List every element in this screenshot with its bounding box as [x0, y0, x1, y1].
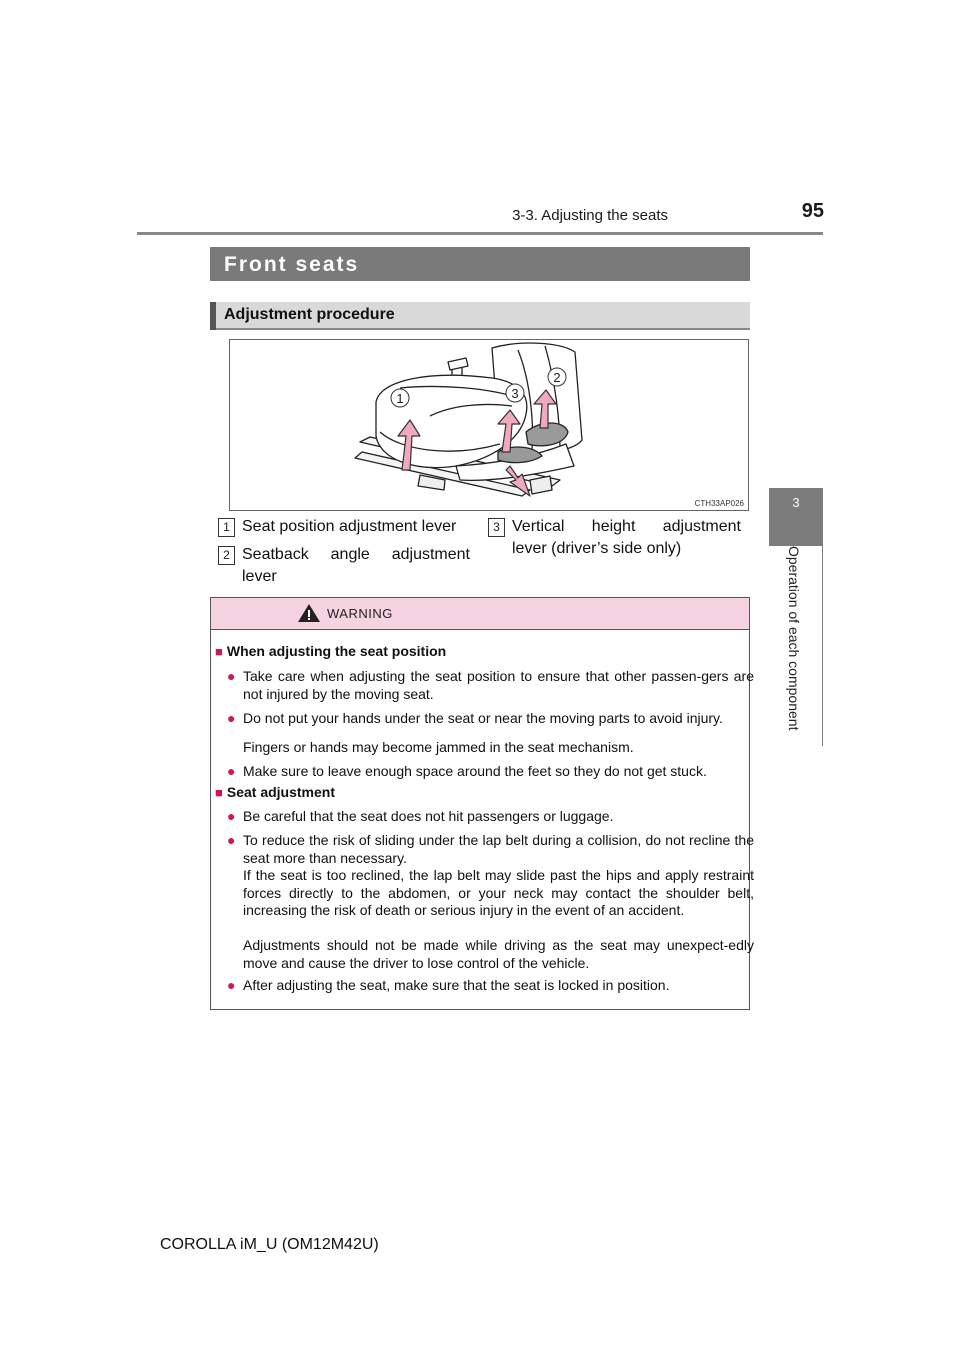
square-bullet-icon: ■	[215, 644, 223, 659]
legend-text-2-line1: Seatback angle adjustment	[242, 546, 470, 563]
page-title-bar	[210, 247, 750, 281]
callout-1: 1	[396, 391, 404, 406]
warning-box	[210, 597, 754, 1010]
round-bullet-icon: ●	[227, 710, 236, 726]
square-bullet-icon: ■	[215, 785, 223, 800]
footer-model: COROLLA iM_U (OM12M42U)	[160, 1236, 379, 1253]
warning-item-text: To reduce the risk of sliding under the lap belt during a collision, do not recline the seat more than necessary.	[243, 832, 754, 866]
legend-number-1: 1	[218, 518, 235, 537]
legend-number-3: 3	[488, 518, 505, 537]
page-title: Front seats	[224, 253, 360, 276]
warning-item-text: Adjustments should not be made while driving as the seat may unexpect-edly move and cause the driver to lose control of the vehicle.	[243, 937, 754, 971]
round-bullet-icon: ●	[227, 668, 236, 684]
callout-2: 2	[553, 370, 561, 385]
warning-item-continuation	[243, 739, 754, 757]
round-bullet-icon: ●	[227, 763, 236, 779]
chapter-tab-rule	[822, 546, 823, 746]
warning-section-2-heading-text: Seat adjustment	[226, 784, 335, 800]
header-rule	[137, 232, 823, 235]
warning-item	[227, 832, 754, 867]
legend-text-1: Seat position adjustment lever	[242, 518, 457, 535]
warning-item-text: Do not put your hands under the seat or near the moving parts to avoid injury.	[243, 710, 723, 726]
figure-code: CTH33AP026	[694, 499, 744, 508]
legend-text-3-line1: Vertical height adjustment	[512, 518, 741, 535]
subtitle-marker	[210, 302, 216, 330]
warning-item-text: Take care when adjusting the seat position to ensure that other passen-gers are not injured by the moving seat.	[243, 668, 754, 702]
callout-3: 3	[511, 386, 519, 401]
warning-section-1-heading-text: When adjusting the seat position	[226, 643, 447, 659]
round-bullet-icon: ●	[227, 977, 236, 993]
warning-label: WARNING	[327, 606, 393, 621]
warning-item-text: Be careful that the seat does not hit passengers or luggage.	[243, 808, 614, 824]
subtitle: Adjustment procedure	[224, 306, 395, 323]
page-number: 95	[801, 200, 824, 222]
warning-item-text: After adjusting the seat, make sure that the seat is locked in position.	[243, 977, 670, 993]
warning-item	[227, 668, 754, 703]
warning-triangle-icon	[297, 603, 321, 623]
round-bullet-icon: ●	[227, 832, 236, 848]
subtitle-bar	[210, 302, 750, 330]
warning-item-text: Fingers or hands may become jammed in the seat mechanism.	[243, 739, 634, 755]
warning-header	[211, 598, 749, 630]
warning-item	[227, 763, 754, 781]
seat-drawing	[230, 340, 748, 510]
section-title: 3-3. Adjusting the seats	[512, 207, 668, 224]
chapter-label: Operation of each component	[786, 546, 802, 731]
chapter-tab-label-wrap	[782, 546, 810, 746]
legend-number-2: 2	[218, 546, 235, 565]
legend-text-3-line2: lever (driver’s side only)	[512, 540, 682, 557]
chapter-number: 3	[792, 495, 800, 510]
warning-item-text: If the seat is too reclined, the lap belt may slide past the hips and apply restraint forces directly to the abdomen, or your neck may contact the shoulder belt, increasing the risk of death or serious injury in the event of an accident.	[243, 867, 754, 918]
round-bullet-icon: ●	[227, 808, 236, 824]
chapter-tab	[769, 488, 823, 546]
warning-item	[227, 710, 754, 728]
warning-item	[227, 977, 754, 995]
warning-section-1-heading	[215, 643, 446, 659]
warning-item	[227, 808, 754, 826]
legend-text-2-line2: lever	[242, 568, 277, 585]
warning-item-text: Make sure to leave enough space around the feet so they do not get stuck.	[243, 763, 707, 779]
warning-item-continuation	[243, 867, 754, 920]
warning-section-2-heading	[215, 784, 335, 800]
warning-item-continuation	[243, 937, 754, 972]
seat-illustration	[229, 339, 749, 511]
